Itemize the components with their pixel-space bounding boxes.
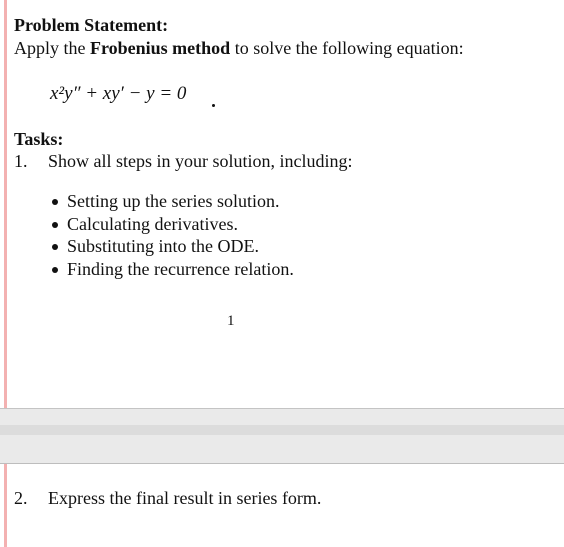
problem-statement-text <box>14 37 464 59</box>
task-item-2-text: Express the final result in series form. <box>48 488 322 508</box>
problem-statement-heading: Problem Statement: <box>14 15 169 35</box>
tasks-heading: Tasks: <box>14 129 64 149</box>
task-item-1-text: Show all steps in your solution, including: <box>48 151 353 171</box>
list-item: Substituting into the ODE. <box>50 235 294 258</box>
list-item: Setting up the series solution. <box>50 190 294 213</box>
task-item-2 <box>14 487 321 509</box>
page-break-gap <box>0 408 564 464</box>
page-number: 1 <box>227 313 235 329</box>
document-page-2 <box>0 463 564 547</box>
differential-equation: x²y″ + xy′ − y = 0 <box>50 83 187 104</box>
problem-intro-after: to solve the following equation: <box>230 38 464 58</box>
page-margin-line <box>4 0 7 408</box>
page-break-band <box>0 425 564 435</box>
task-subitems-list <box>50 190 294 280</box>
task-item-1 <box>14 150 353 172</box>
frobenius-method-term: Frobenius method <box>90 38 231 58</box>
list-item: Calculating derivatives. <box>50 213 294 236</box>
page-margin-line <box>4 464 7 547</box>
equation-trailing-dot <box>212 104 215 107</box>
list-item: Finding the recurrence relation. <box>50 258 294 281</box>
task-item-1-number: 1. <box>14 151 28 171</box>
task-item-2-number: 2. <box>14 488 28 508</box>
problem-intro-before: Apply the <box>14 38 90 58</box>
